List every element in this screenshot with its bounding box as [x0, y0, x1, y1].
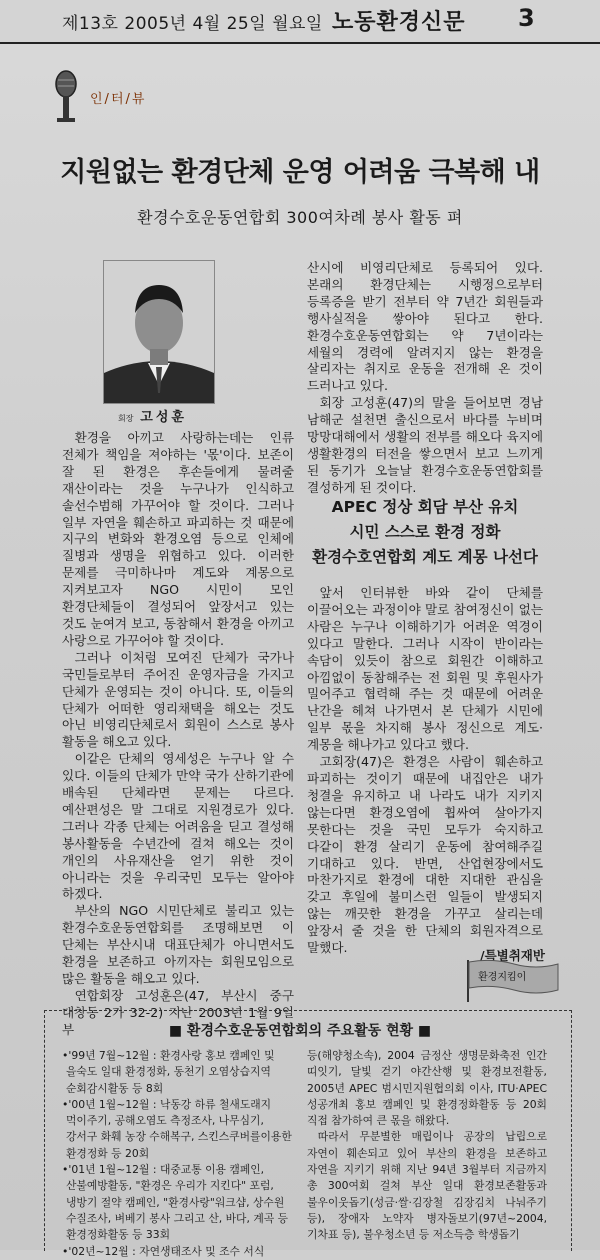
- caption-name: 고성훈: [140, 410, 187, 425]
- right-column-mid: [307, 585, 543, 957]
- reporter-byline: /특별취재반: [480, 948, 545, 963]
- portrait-photo: [103, 260, 215, 404]
- activity-list: [62, 1048, 294, 1260]
- flag-label: 환경지킴이: [478, 972, 527, 983]
- paragraph: 등(해양청소속), 2004 금정산 생명문화축전 인간 띠잇기, 달빛 걷기 야간산행 및 환경보전활동, 2005년 APEC 범시민지원협의회 이사, ITU·APEC 성공개최 홍보 캠페인 및 환경정화활동 등 20회 직접 참가하여 큰 몫을 해왔다.: [307, 1049, 547, 1128]
- section-label: 인/터/뷰: [90, 92, 147, 107]
- flag-icon: [462, 958, 562, 1003]
- activity-box-title: ■ 환경수호운동연합회의 주요활동 현황 ■: [168, 1023, 432, 1039]
- sub-heading-line: 환경수호연합회 계도 계몽 나선다: [312, 548, 538, 566]
- sub-heading-line: 시민 스스로 환경 정화: [349, 523, 501, 541]
- portrait-image: [104, 261, 214, 403]
- subheadline: 환경수호운동연합회 300여차례 봉사 활동 펴: [137, 208, 463, 227]
- sub-heading-line: APEC 정상 회담 부산 유치: [331, 498, 519, 516]
- photo-caption: [118, 406, 187, 425]
- page-number: 3: [518, 4, 535, 32]
- left-column: [62, 430, 294, 1039]
- headline: 지원없는 환경단체 운영 어려움 극복해 내: [60, 157, 540, 188]
- masthead: [0, 0, 600, 44]
- activity-item: •'02년~12월 : 자연생태조사 및 조수 서식: [62, 1244, 265, 1258]
- issue-line: 제13호 2005년 4월 25일 월요일: [62, 14, 323, 34]
- paragraph: 앞서 인터뷰한 바와 같이 단체를 이끌어오는 과정이야 말로 참여정신이 없는 사람은 누구나 이해하기가 어려운 역경이 있다고 말한다. 그러나 시작이 반이라는 속담이 있듯이 참으로 회원간 이해하고 아낌없이 동참해주는 전 회원 및 후원사가 밀어주고 협력해 주는 것 때문에 어려운 난간을 헤쳐 나가면서 본 단체가 시민에 일부 몫을 차지해 봉사 정신으로 계도·계몽을 해나가고 있다고 했다.: [307, 585, 543, 753]
- activity-text: [307, 1048, 547, 1244]
- activity-item: •'99년 7월~12월 : 환경사랑 홍보 캠페인 및 을숙도 일대 환경정화, 동천기 오염상습지역 순회감시활동 등 8회: [62, 1049, 275, 1095]
- activity-item: •'01년 1월~12월 : 대중교통 이용 캠페인, 산불예방활동, "환경은 우리가 지킨다" 포럼, 냉방기 절약 캠페인, "환경사랑"워크샵, 상수원 수질조사, 벼베기 봉사 그리고 산, 바다, 계곡 등 환경정화활동 등 33회: [62, 1163, 289, 1242]
- paper-name: 노동환경신문: [332, 9, 466, 35]
- paragraph: 부산의 NGO 시민단체로 불리고 있는 환경수호운동연합회를 조명해보면 이 단체는 부산시내 대표단체가 아니면서도 환경을 보존하고 아끼자는 회원모임으로 많은 활동을 해오고 있다.: [62, 903, 294, 986]
- paragraph: 회장 고성훈(47)의 말을 들어보면 경남 남해군 설천면 출신으로서 바다를 누비며 망망대해에서 생활의 전부를 해오다 육지에 생활환경의 터전을 쌓으면서 보고 느끼게 된 동기가 오늘날 환경수호운동연합회를 결성하게 된 것이다.: [307, 395, 543, 495]
- section-badge: [48, 68, 198, 128]
- paragraph: 고회장(47)은 환경은 사람이 훼손하고 파괴하는 것이기 때문에 내집안은 내가 청결을 유지하고 내 나라도 내가 지키지 않는다면 환경오염에 휩싸여 살아가지 못한다는 것을 국민 모두가 숙지하고 다같이 환경 살리기 운동에 참여해주길 기대하고 있다. 반면, 산업현장에서도 마찬가지로 환경에 대한 지대한 관심을 갖고 후일에 불미스런 일들이 발생되지 않는 깨끗한 환경을 가꾸고 살리는데 앞장서 줄 것을 한 단체의 회원자격으로 말했다.: [307, 754, 543, 956]
- paragraph: 따라서 무분별한 매립이나 공장의 납립으로 자연이 훼손되고 있어 부산의 환경을 보존하고 자연을 지키기 위해 지난 94년 3월부터 지금까지 총 300여회 걸쳐 부산 일대 환경보존활동과 불우이웃돕기(성금·쌀·김장철 김장김치 나눠주기 등), 장애자 노약자 병자돌보기(97년~2004, 기차표 등), 불우청소년 등 저소득층 학생돕기: [307, 1130, 547, 1242]
- paragraph: 이같은 단체의 영세성은 누구나 알 수 있다. 이들의 단체가 만약 국가 산하기관에 배속된 단체라면 문제는 다르다. 예산편성은 말 그대로 지원경로가 있다. 그러나 각종 단체는 어려움을 딛고 결성해 봉사활동을 수년간에 걸쳐 해오는 것이 개인의 사유재산을 얻기 위한 것이 아니라는 것을 우리국민 모두는 알아야 하겠다.: [62, 751, 294, 902]
- paragraph: 그러나 이처럼 모여진 단체가 국가나 국민들로부터 주어진 운영자금을 가지고 단체가 운영되는 것이 아니다. 또, 이들의 단체가 어떠한 영리채택을 해오는 것도 아닌 비영리단체로서 회원이 스스로 봉사 활동을 해오고 있다.: [62, 649, 294, 750]
- microphone-icon: [48, 68, 84, 128]
- activity-item: •'00년 1월~12월 : 낙동강 하류 철새도래지 먹이주기, 공해오염도 측정조사, 나무심기, 강서구 화훼 농장 수해복구, 스킨스쿠버를이용한 환경정화 등 20회: [62, 1097, 292, 1160]
- paragraph: 환경을 아끼고 사랑하는데는 인류 전체가 책임을 져야하는 '몫'이다. 보존이 잘 된 환경은 후손들에게 물려줄 재산이라는 것을 누구나가 인식하고 솔선수범해 가꾸어야 할 것이다. 그러나 일부 자연을 훼손하고 파괴하는 것 때문에 지구의 변화와 환경오염 등으로 인체에 질병과 생명을 위협하고 있다. 이러한 문제를 극미하나마 계도와 계몽으로 지켜보고자 NGO 시민이 모인 환경단체들이 결성되어 앞장서고 있는 것도 눈여겨 보고, 동참해서 환경을 아끼고 사랑으로 가꾸어야 할 것이다.: [62, 430, 294, 648]
- sub-heading: [300, 495, 550, 570]
- paragraph: 산시에 비영리단체로 등록되어 있다. 본래의 환경단체는 시행정으로부터 등록증을 받기 전부터 약 7년간 회원들과 행사실적을 쌓아야 된다고 한다. 환경수호운동연합회는 약 7년이라는 세월의 경력에 알려지지 않는 환경을 살리자는 취지로 운동을 전개해 온 것이 드러나고 있다.: [307, 260, 543, 394]
- paragraph: 연합회장 고성훈은(47, 부산시 중구 대창동 2가 32-2) 지난 2003년 1월 9일 부: [62, 987, 294, 1037]
- caption-role: 회장: [118, 414, 134, 423]
- right-column-top: [307, 260, 543, 497]
